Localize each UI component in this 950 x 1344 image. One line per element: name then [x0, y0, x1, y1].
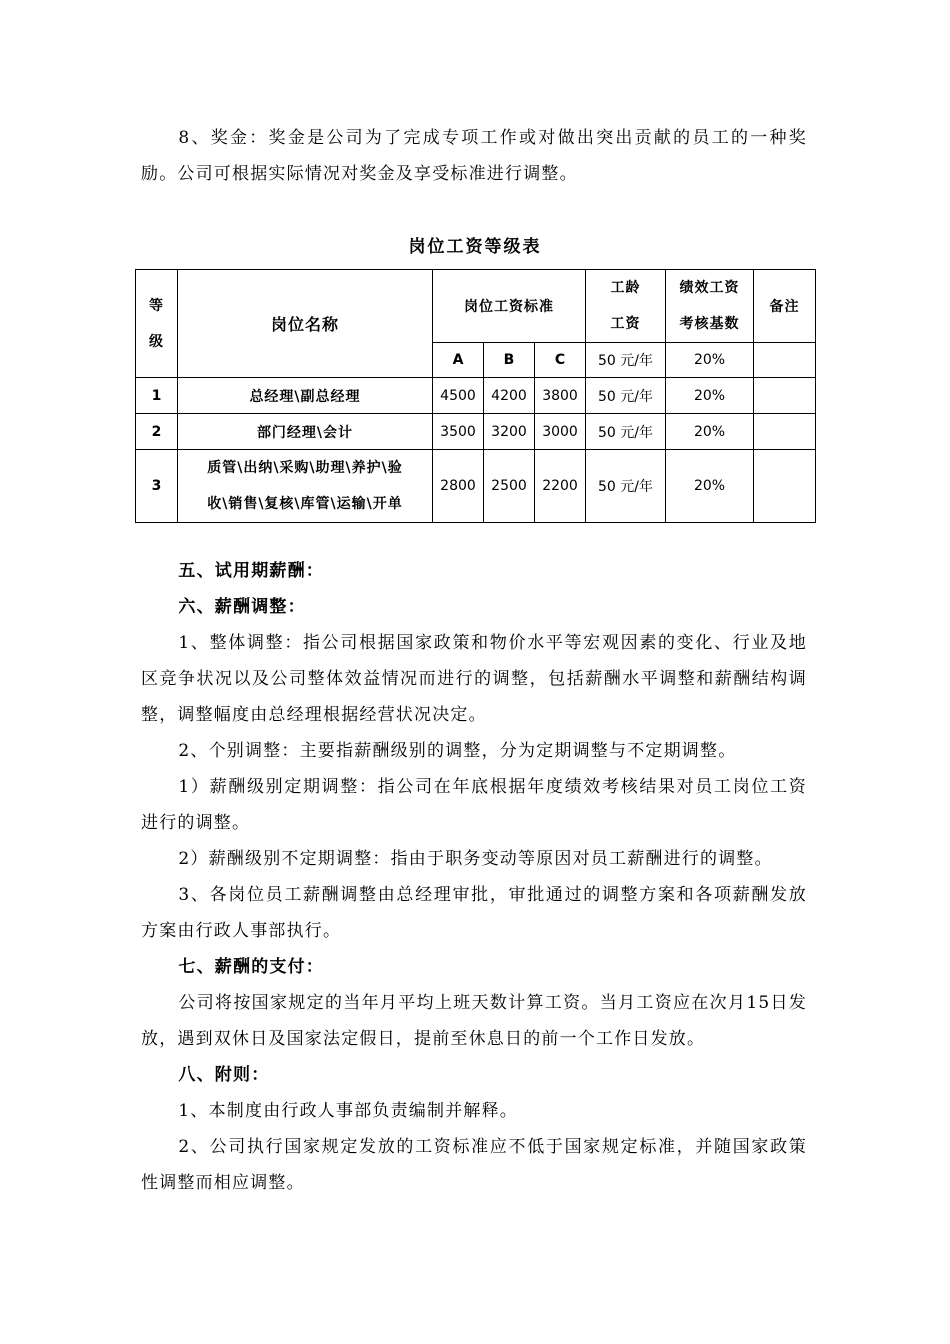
table-header-row [136, 270, 816, 343]
appendix-item-1: 1、本制度由行政人事部负责编制并解释。 [178, 1101, 519, 1121]
table-row [136, 450, 816, 523]
row-position: 部门经理\会计 [178, 414, 433, 450]
row-remark [754, 450, 816, 523]
row-performance: 20% [666, 378, 754, 414]
row-position: 总经理\副总经理 [178, 378, 433, 414]
header-perf-value: 20% [666, 343, 754, 378]
payment-paragraph: 公司将按国家规定的当年月平均上班天数计算工资。当月工资应在次月15日发放，遇到双休日及国家法定假日，提前至休息日的前一个工作日发放。 [141, 993, 807, 1049]
row-seniority: 50 元/年 [586, 378, 666, 414]
header-seniority-value: 50 元/年 [586, 343, 666, 378]
row-c: 2200 [535, 450, 586, 523]
salary-grade-table [135, 269, 816, 523]
header-b: B [484, 343, 535, 378]
overall-adjustment-paragraph: 1、整体调整：指公司根据国家政策和物价水平等宏观因素的变化、行业及地区竞争状况以及公司整体效益情况而进行的调整，包括薪酬水平调整和薪酬结构调整，调整幅度由总经理根据经营状况决定。 [141, 633, 807, 725]
section-8-heading: 八、附则： [178, 1065, 270, 1085]
row-remark [754, 378, 816, 414]
row-grade: 2 [136, 414, 178, 450]
row-c: 3000 [535, 414, 586, 450]
row-b: 3200 [484, 414, 535, 450]
header-remark: 备注 [754, 270, 816, 343]
header-seniority: 工龄 工资 [586, 270, 666, 343]
table-row [136, 378, 816, 414]
approval-paragraph: 3、各岗位员工薪酬调整由总经理审批，审批通过的调整方案和各项薪酬发放方案由行政人事部执行。 [141, 885, 807, 941]
header-grade: 等 级 [136, 270, 178, 378]
individual-adjustment-paragraph: 2、个别调整：主要指薪酬级别的调整，分为定期调整与不定期调整。 [178, 741, 737, 761]
section-6-heading: 六、薪酬调整： [178, 597, 306, 617]
header-remark-empty [754, 343, 816, 378]
row-a: 4500 [433, 378, 484, 414]
row-a: 3500 [433, 414, 484, 450]
row-grade: 3 [136, 450, 178, 523]
header-position: 岗位名称 [178, 270, 433, 378]
header-a: A [433, 343, 484, 378]
header-standard: 岗位工资标准 [433, 270, 586, 343]
row-b: 4200 [484, 378, 535, 414]
row-b: 2500 [484, 450, 535, 523]
table-row [136, 414, 816, 450]
row-remark [754, 414, 816, 450]
header-performance: 绩效工资 考核基数 [666, 270, 754, 343]
bonus-paragraph: 8、奖金：奖金是公司为了完成专项工作或对做出突出贡献的员工的一种奖励。公司可根据实际情况对奖金及享受标准进行调整。 [141, 128, 807, 184]
section-7-heading: 七、薪酬的支付： [178, 957, 324, 977]
row-seniority: 50 元/年 [586, 450, 666, 523]
row-grade: 1 [136, 378, 178, 414]
row-position: 质管\出纳\采购\助理\养护\验 收\销售\复核\库管\运输\开单 [178, 450, 433, 523]
row-seniority: 50 元/年 [586, 414, 666, 450]
periodic-adjustment-paragraph: 1）薪酬级别定期调整：指公司在年底根据年度绩效考核结果对员工岗位工资进行的调整。 [141, 777, 807, 833]
table-title: 岗位工资等级表 [408, 237, 542, 257]
irregular-adjustment-paragraph: 2）薪酬级别不定期调整：指由于职务变动等原因对员工薪酬进行的调整。 [178, 849, 773, 869]
appendix-item-2: 2、公司执行国家规定发放的工资标准应不低于国家规定标准，并随国家政策性调整而相应调整。 [141, 1137, 807, 1193]
row-a: 2800 [433, 450, 484, 523]
section-5-heading: 五、试用期薪酬： [178, 561, 324, 581]
row-performance: 20% [666, 450, 754, 523]
header-c: C [535, 343, 586, 378]
row-performance: 20% [666, 414, 754, 450]
row-c: 3800 [535, 378, 586, 414]
